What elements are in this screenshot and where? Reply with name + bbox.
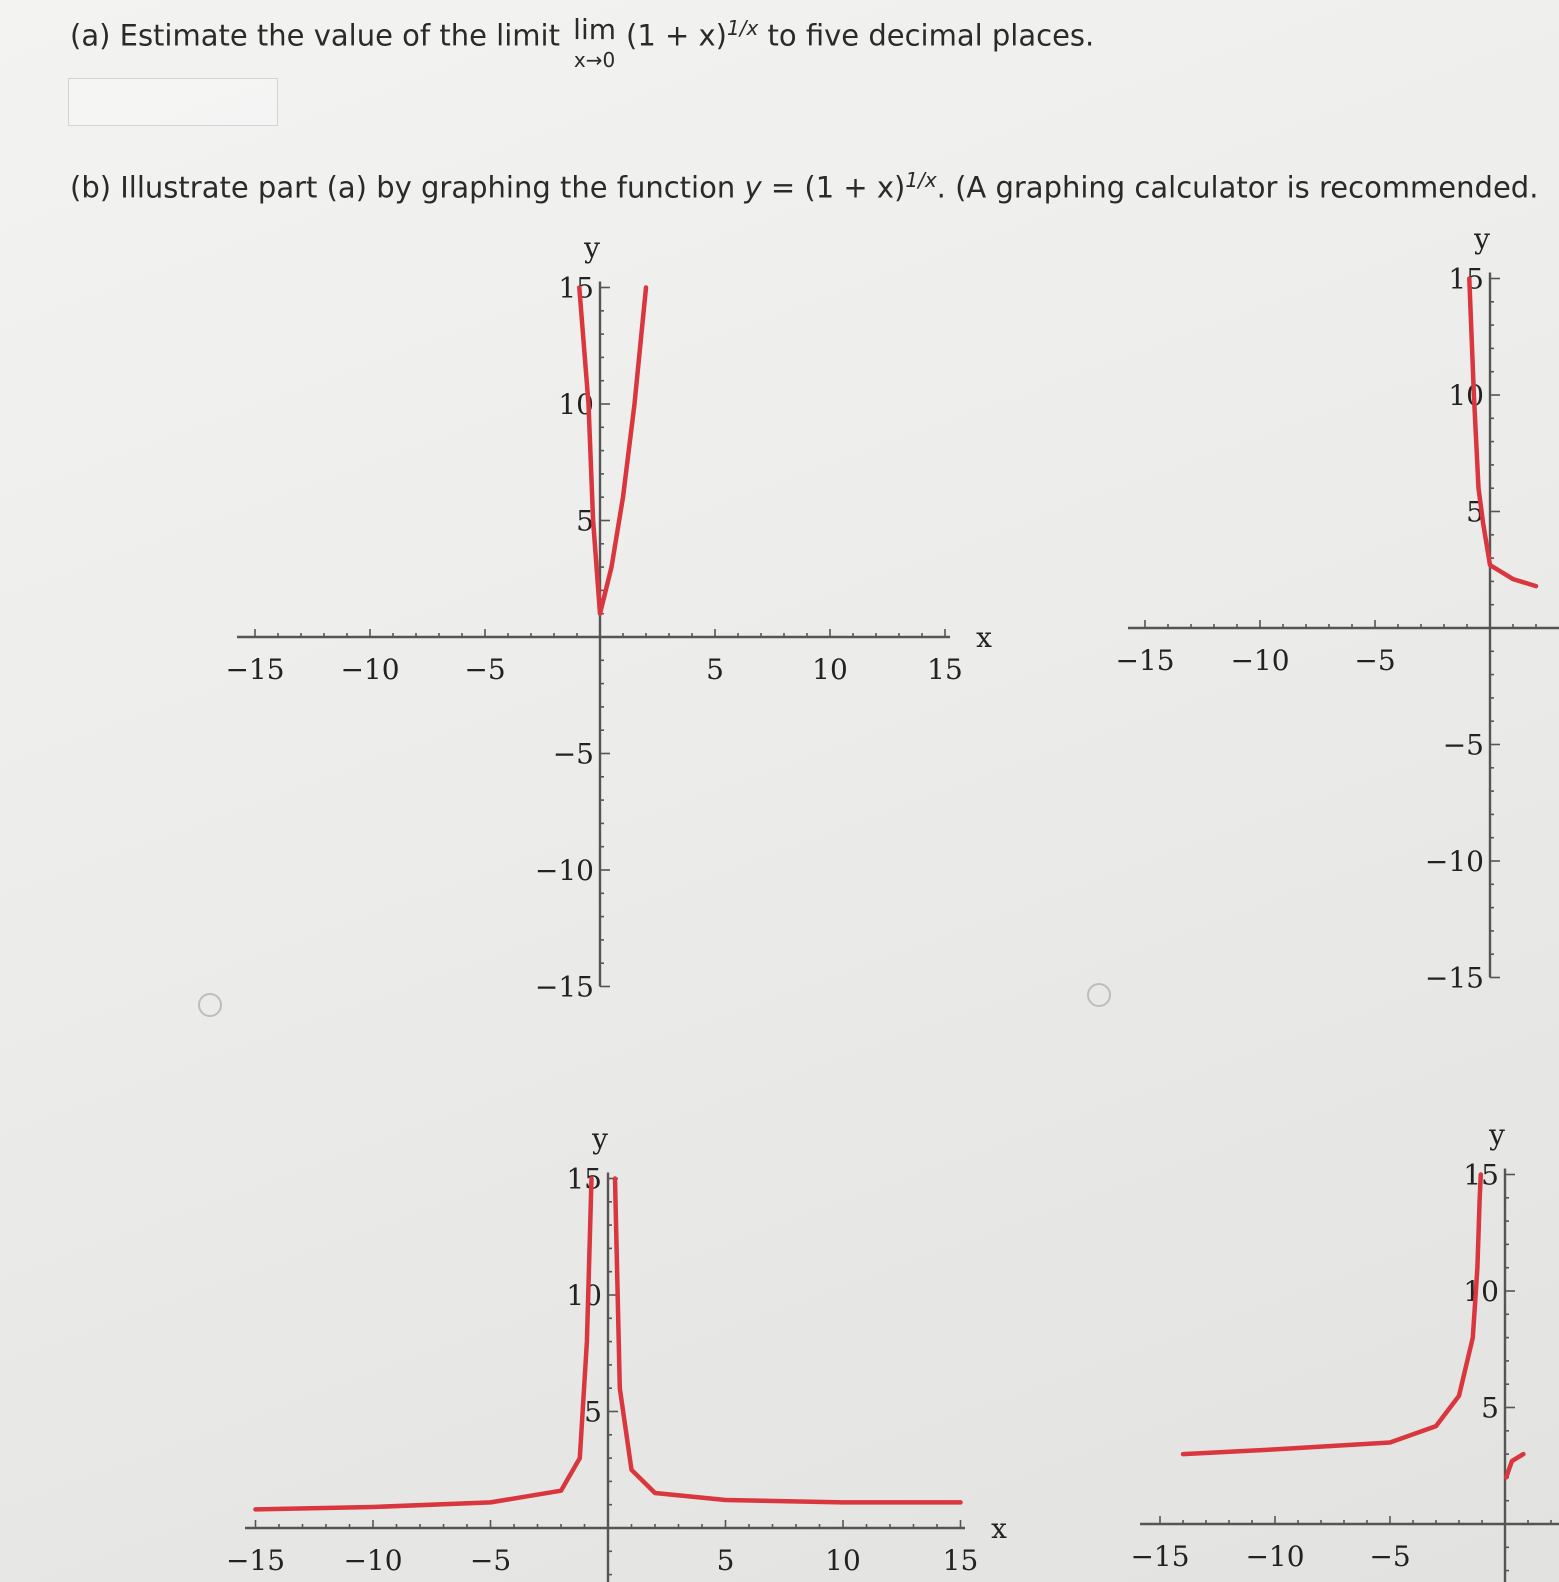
chart2-y-tick-label: 5 [1466,495,1484,529]
chart1-x-tick-label: 15 [927,653,963,686]
chart1-y-tick-label: 5 [576,504,594,538]
question-b-prefix: (b) Illustrate part (a) by graphing the function [70,170,736,205]
chart1-y-tick-label: −10 [534,854,594,887]
chart1-series-1 [579,288,646,614]
lim-sub: x→0 [573,48,616,72]
chart4-series-1 [1183,1175,1481,1455]
chart2-y-tick-label: 15 [1448,262,1484,296]
chart1-y-tick-label: 10 [558,388,594,421]
chart1-x-tick-label: −15 [225,653,285,686]
chart1-x-axis-label: x [976,621,992,654]
question-a-prefix: (a) Estimate the value of the limit [70,18,560,53]
option-1-radio[interactable] [198,993,222,1017]
chart4-y-tick-label: 5 [1481,1391,1499,1425]
chart3-y-tick-label: 5 [584,1395,602,1429]
chart2-x-tick-label: −15 [1115,644,1175,677]
chart3-x-axis-label: x [991,1512,1007,1545]
question-b-expr: (1 + x) [804,170,906,205]
chart1-y-axis-label: y [584,231,600,265]
chart2-y-tick-label: 10 [1448,379,1484,412]
lim-word: lim [573,13,617,46]
chart2-x-tick-label: −10 [1230,644,1290,677]
chart3-x-tick-label: 5 [716,1544,735,1577]
chart1-x-tick-label: −5 [464,653,506,686]
eq-y: y [744,170,762,205]
chart2-y-axis-label: y [1474,222,1490,256]
chart3-series-2 [615,1179,961,1503]
chart3-x-tick-label: −15 [225,1544,286,1577]
chart4-y-axis-label: y [1489,1118,1505,1152]
chart3-x-tick-label: −10 [343,1544,403,1577]
chart2-y-tick-label: −10 [1424,845,1484,878]
chart3-x-tick-label: 10 [825,1544,861,1577]
chart1-x-tick-label: 5 [706,653,724,686]
question-a-expr: (1 + x) [626,18,727,53]
chart2-x-tick-label: −5 [1354,644,1396,677]
eq-equals: = [770,170,796,205]
chart4-y-tick-label: 15 [1463,1158,1499,1192]
chart4-y-tick-label: 10 [1463,1275,1499,1308]
chart3-y-axis-label: y [592,1122,608,1156]
chart4-series-2 [1506,1454,1523,1477]
chart3-series-1 [256,1179,592,1510]
option-2-radio[interactable] [1087,983,1111,1007]
chart1-x-tick-label: 10 [812,653,848,686]
chart2-series-1 [1469,279,1536,587]
chart3-x-tick-label: 15 [942,1544,979,1577]
chart4-x-tick-label: −15 [1130,1540,1190,1573]
question-b-exp: 1/x [905,168,937,192]
chart2-y-tick-label: −15 [1424,961,1484,995]
question-a-exp: 1/x [727,16,759,40]
question-a-suffix: to five decimal places. [767,18,1095,53]
chart1-y-tick-label: 15 [558,271,594,305]
chart1-y-tick-label: −5 [552,737,594,771]
chart3-y-tick-label: 15 [566,1162,602,1196]
question-b-suffix: . (A graphing calculator is recommended. [936,170,1539,205]
chart3-x-tick-label: −5 [469,1544,512,1577]
chart2-y-tick-label: −5 [1442,728,1484,762]
chart4-x-tick-label: −5 [1369,1540,1411,1573]
chart4-x-tick-label: −10 [1245,1540,1305,1573]
chart1-y-tick-label: −15 [534,970,594,1004]
chart3-y-tick-label: 10 [566,1279,602,1312]
chart1-x-tick-label: −10 [340,653,400,686]
